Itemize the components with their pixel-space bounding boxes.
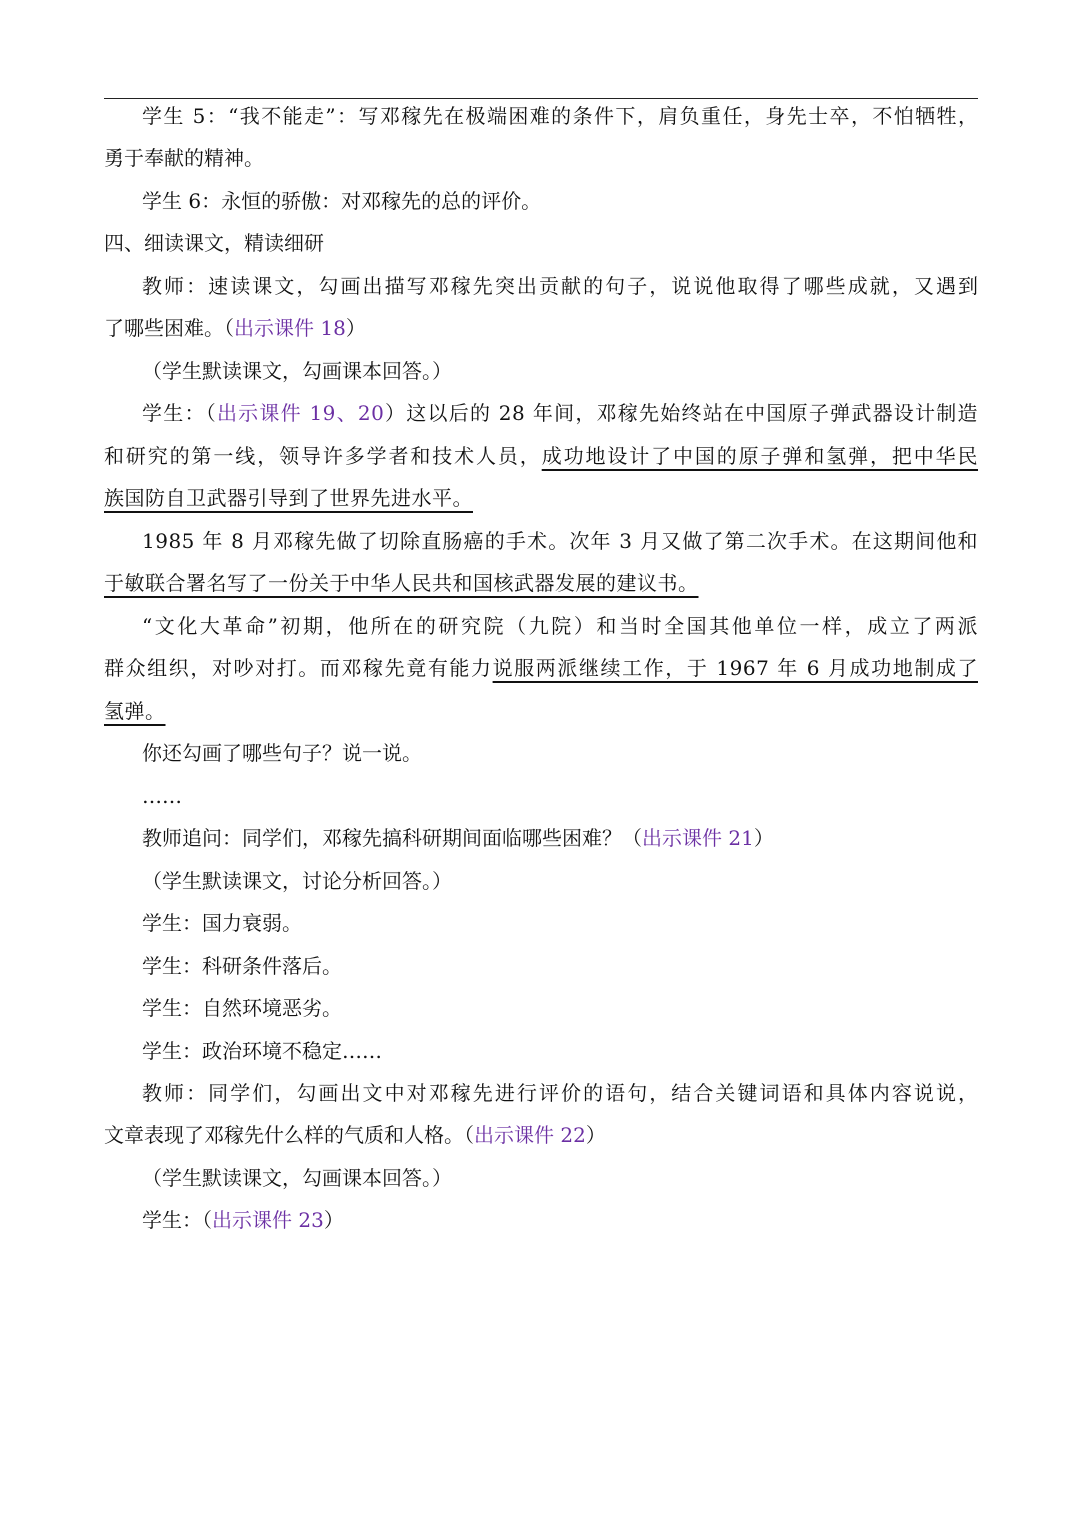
student5-line-cont: 勇于奉献的精神。 <box>104 146 264 170</box>
courseware-link-23[interactable]: 出示课件 23 <box>212 1208 324 1232</box>
teacher-prompt-2: 教师：同学们，勾画出文中对邓稼先进行评价的语句，结合关键词语和具体内容说说， <box>142 1081 978 1105</box>
stage-direction: （学生默读课文，勾画课本回答。） <box>142 1166 452 1190</box>
header-rule <box>104 98 978 99</box>
student-reply: 学生：科研条件落后。 <box>142 954 342 978</box>
underlined-phrase: 成功地设计了中国的原子弹和氢弹，把中华民 <box>541 444 979 468</box>
courseware-link-19-20[interactable]: 出示课件 19、20 <box>216 401 385 425</box>
quote-paragraph-2: “文化大革命”初期，他所在的研究院（九院）和当时全国其他单位一样，成立了两派 <box>142 614 978 638</box>
student6-line: 学生 6：永恒的骄傲：对邓稼先的总的评价。 <box>142 189 542 213</box>
section-heading: 四、细读课文，精读细研 <box>104 231 324 255</box>
quote-paragraph-2-cont: 群众组织，对吵对打。而邓稼先竟有能力说服两派继续工作，于 1967 年 6 月成功地制成了 <box>104 656 978 680</box>
courseware-link-22[interactable]: 出示课件 22 <box>474 1123 586 1147</box>
underlined-phrase: 氢弹。 <box>104 699 166 723</box>
underlined-phrase: 说服两派继续工作，于 1967 年 6 月成功地制成了 <box>492 656 978 680</box>
underlined-phrase: 于敏联合署名写了一份关于中华人民共和国核武器发展的建议书。 <box>104 571 699 595</box>
student5-line: 学生 5：“我不能走”：写邓稼先在极端困难的条件下，肩负重任，身先士卒，不怕牺牲， <box>142 104 978 128</box>
teacher-question: 你还勾画了哪些句子？说一说。 <box>142 741 422 765</box>
stage-direction: （学生默读课文，讨论分析回答。） <box>142 869 452 893</box>
student-reply: 学生：政治环境不稳定…… <box>142 1039 382 1063</box>
quote-paragraph-2-end <box>104 697 978 725</box>
quote-paragraph-1: 1985 年 8 月邓稼先做了切除直肠癌的手术。次年 3 月又做了第二次手术。在这期间他和 <box>142 529 978 553</box>
teacher-prompt-2-cont: 文章表现了邓稼先什么样的气质和人格。（出示课件 22） <box>104 1123 606 1147</box>
student-reply: 学生：国力衰弱。 <box>142 911 302 935</box>
ellipsis-line: …… <box>142 784 182 808</box>
student-answer-line3 <box>104 484 978 512</box>
teacher-prompt-cont: 了哪些困难。（出示课件 18） <box>104 316 366 340</box>
student-answer: 学生：（出示课件 19、20）这以后的 28 年间，邓稼先始终站在中国原子弹武器设计制造 <box>142 401 978 425</box>
student-answer-line2: 和研究的第一线，领导许多学者和技术人员，成功地设计了中国的原子弹和氢弹，把中华民 <box>104 444 979 468</box>
student-reply: 学生：自然环境恶劣。 <box>142 996 342 1020</box>
teacher-prompt: 教师：速读课文，勾画出描写邓稼先突出贡献的句子，说说他取得了哪些成就，又遇到 <box>142 274 978 298</box>
courseware-link-21[interactable]: 出示课件 21 <box>642 826 754 850</box>
teacher-followup: 教师追问：同学们，邓稼先搞科研期间面临哪些困难？（出示课件 21） <box>142 826 774 850</box>
quote-paragraph-1-cont <box>104 569 978 597</box>
student-final: 学生：（出示课件 23） <box>142 1208 344 1232</box>
underlined-phrase: 族国防自卫武器引导到了世界先进水平。 <box>104 486 473 510</box>
stage-direction: （学生默读课文，勾画课本回答。） <box>142 359 452 383</box>
courseware-link-18[interactable]: 出示课件 18 <box>234 316 346 340</box>
